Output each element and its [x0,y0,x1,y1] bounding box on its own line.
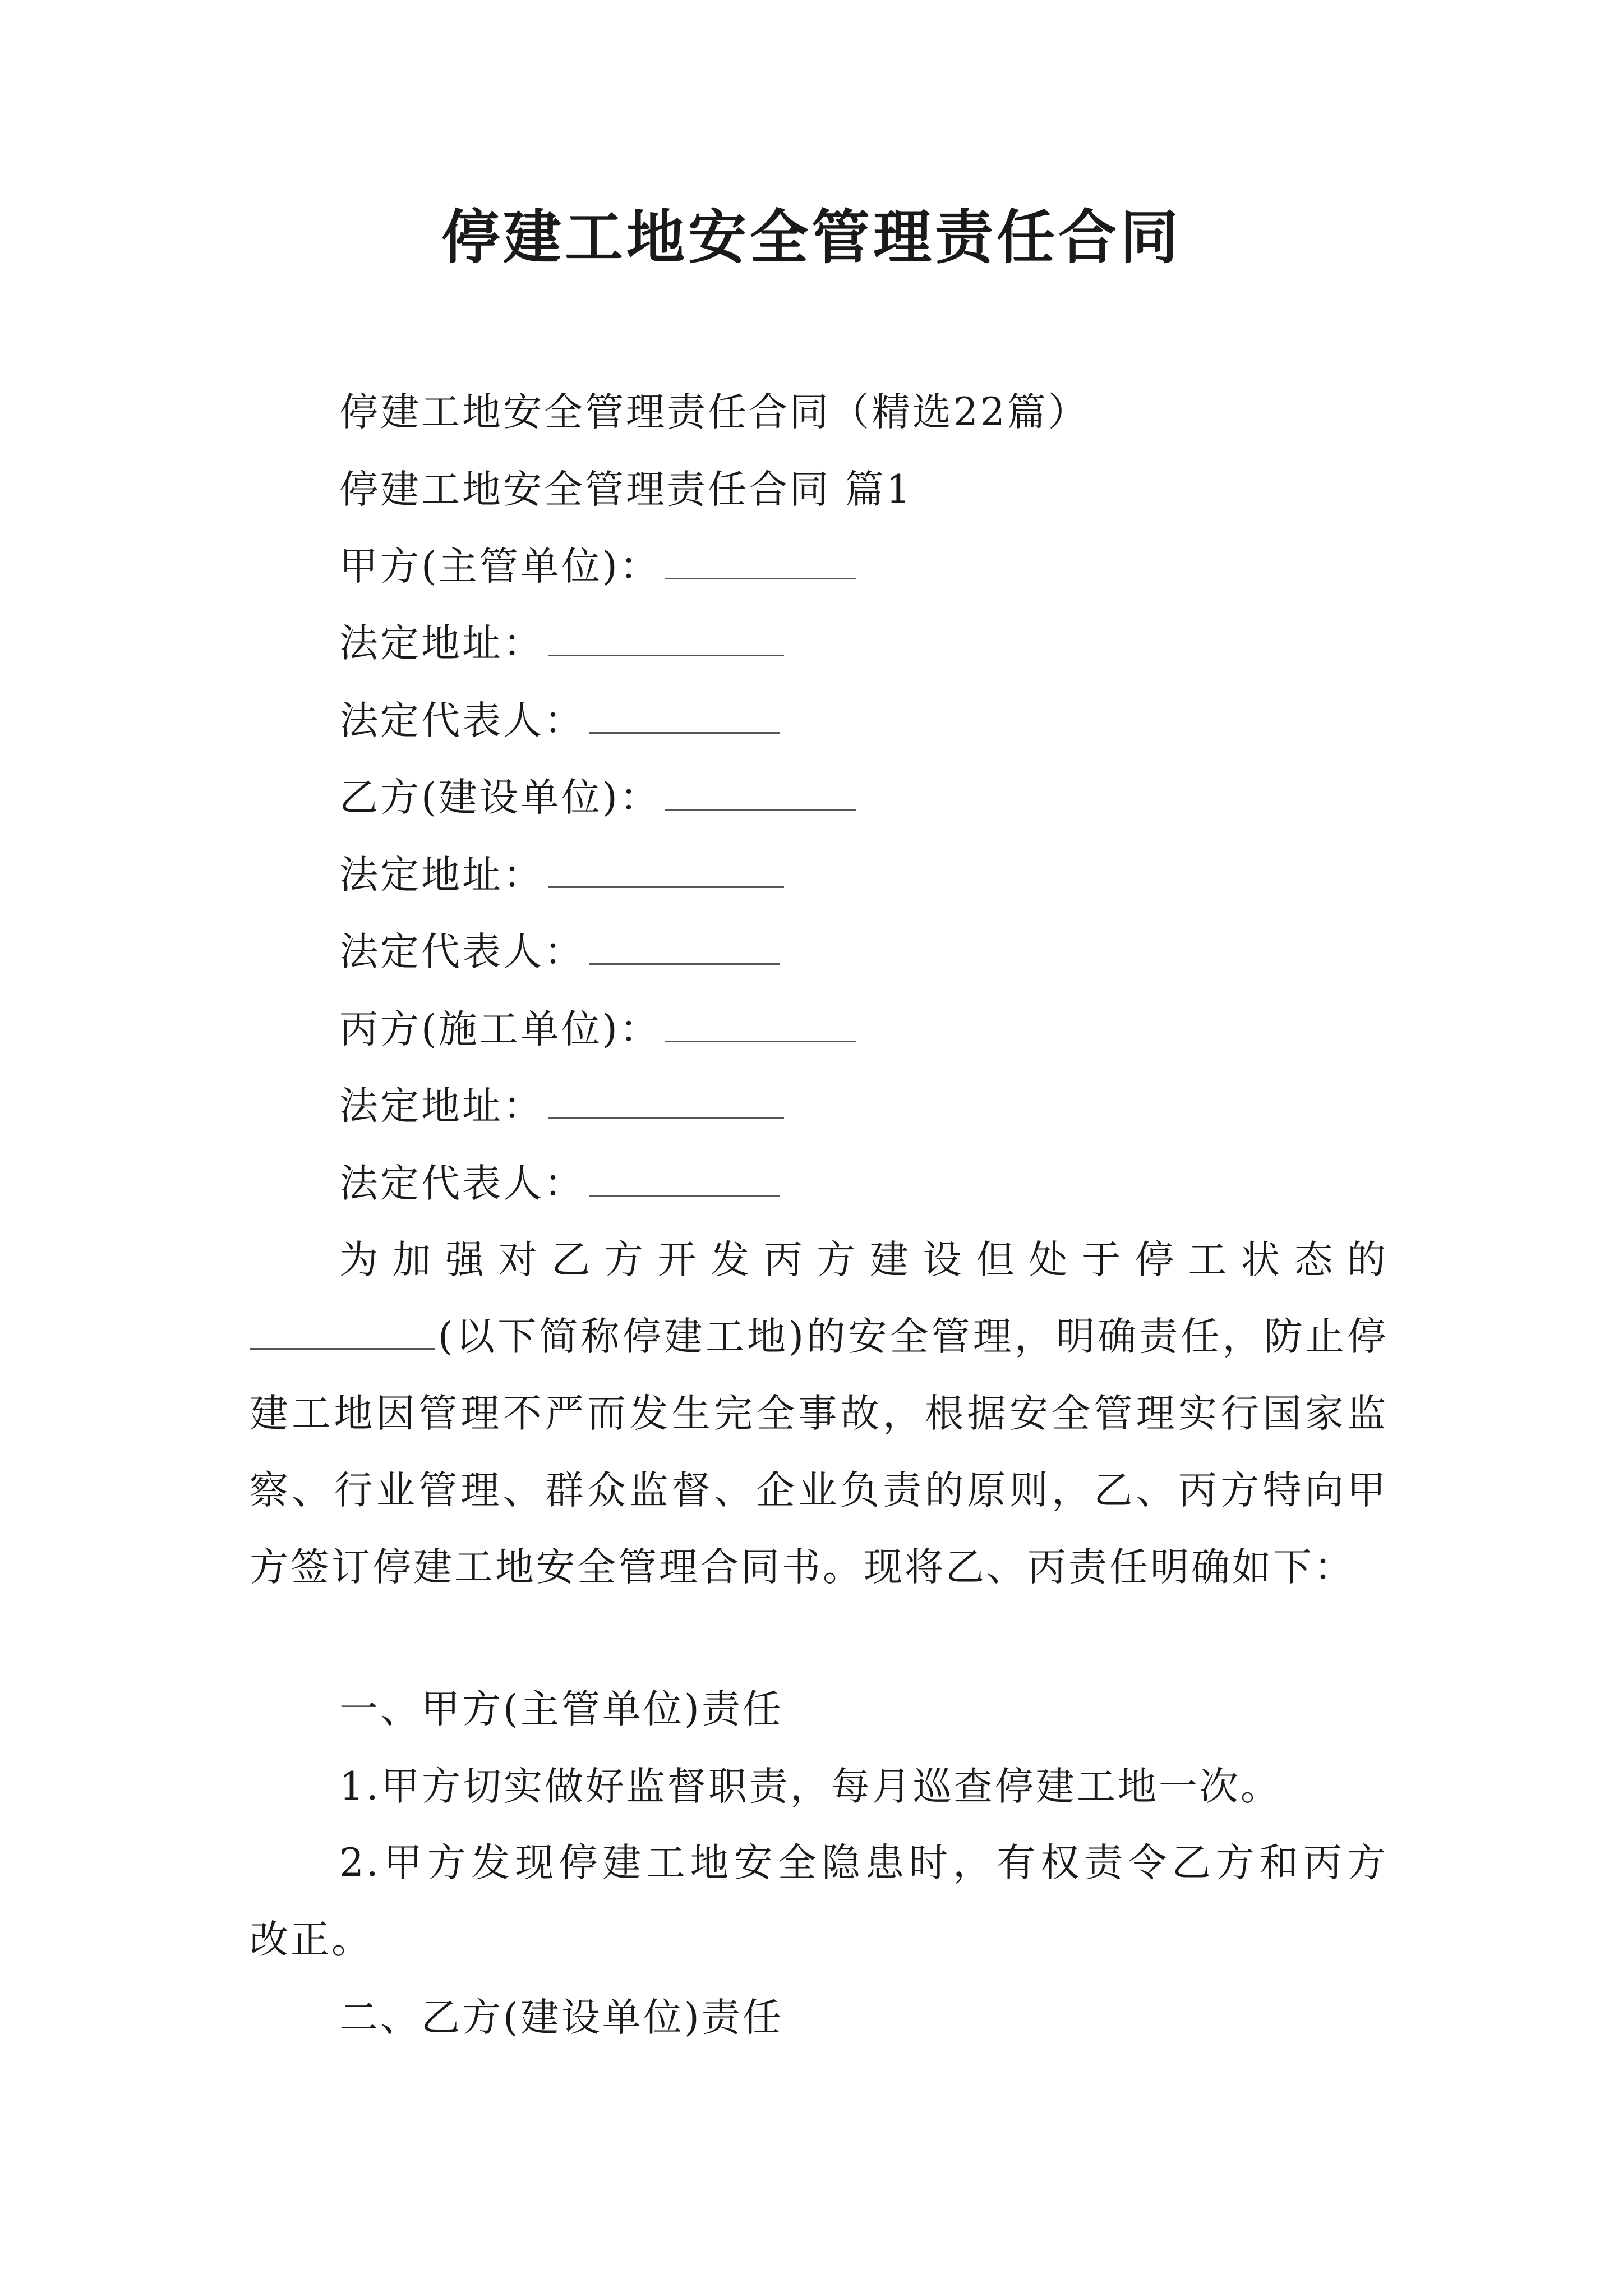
party-b-address-blank [548,852,784,888]
intro-first-line: 为加强对乙方开发丙方建设但处于停工状态的 [339,1237,1388,1282]
party-a-label: 甲方(主管单位)： [339,544,661,589]
party-a-blank [665,543,856,579]
party-b-rep-blank [589,928,780,965]
intro-blank [250,1313,435,1350]
party-b-rep-label: 法定代表人： [339,930,585,974]
section1-heading: 一、甲方(主管单位)责任 [339,1687,783,1732]
party-a-address-label: 法定地址： [339,621,544,666]
party-c-line [339,1004,856,1055]
section-heading: 停建工地安全管理责任合同 篇1 [339,467,913,512]
intro-body [250,1299,1388,1606]
party-c-label: 丙方(施工单位)： [339,1007,661,1052]
party-b-address-line [339,850,784,900]
party-c-address-line [339,1081,784,1131]
clause-1: 1.甲方切实做好监督职责，每月巡查停建工地一次。 [339,1764,1281,1809]
party-a-address-line [339,618,784,669]
party-b-label: 乙方(建设单位)： [339,775,661,820]
party-a-line [339,541,856,592]
party-b-address-label: 法定地址： [339,853,544,898]
clause-2-line1: 2.甲方发现停建工地安全隐患时，有权责令乙方和丙方 [339,1841,1388,1885]
party-c-rep-label: 法定代表人： [339,1161,585,1206]
party-a-address-blank [548,620,784,656]
party-c-blank [665,1006,856,1042]
section2-heading: 二、乙方(建设单位)责任 [339,1995,783,2040]
party-a-rep-blank [589,697,780,734]
party-c-address-label: 法定地址： [339,1084,544,1129]
party-b-blank [665,774,856,811]
party-c-rep-line [339,1158,780,1209]
intro-rest: (以下简称停建工地)的安全管理，明确责任，防止停建工地因管理不严而发生完全事故，根据安全管理实行国家监察、行业管理、群众监督、企业负责的原则，乙、丙方特向甲方签订停建工地安全管理合同书。现将乙、丙责任明确如下： [250,1314,1388,1590]
party-a-rep-line [339,696,780,746]
party-c-rep-blank [589,1160,780,1197]
party-b-rep-line [339,927,780,977]
party-c-address-blank [548,1083,784,1119]
party-b-line [339,772,856,823]
clause-2-line2: 改正。 [250,1917,372,1962]
document-title: 停建工地安全管理责任合同 [441,203,1182,272]
party-a-rep-label: 法定代表人： [339,698,585,743]
document-subtitle: 停建工地安全管理责任合同（精选22篇） [339,390,1089,435]
